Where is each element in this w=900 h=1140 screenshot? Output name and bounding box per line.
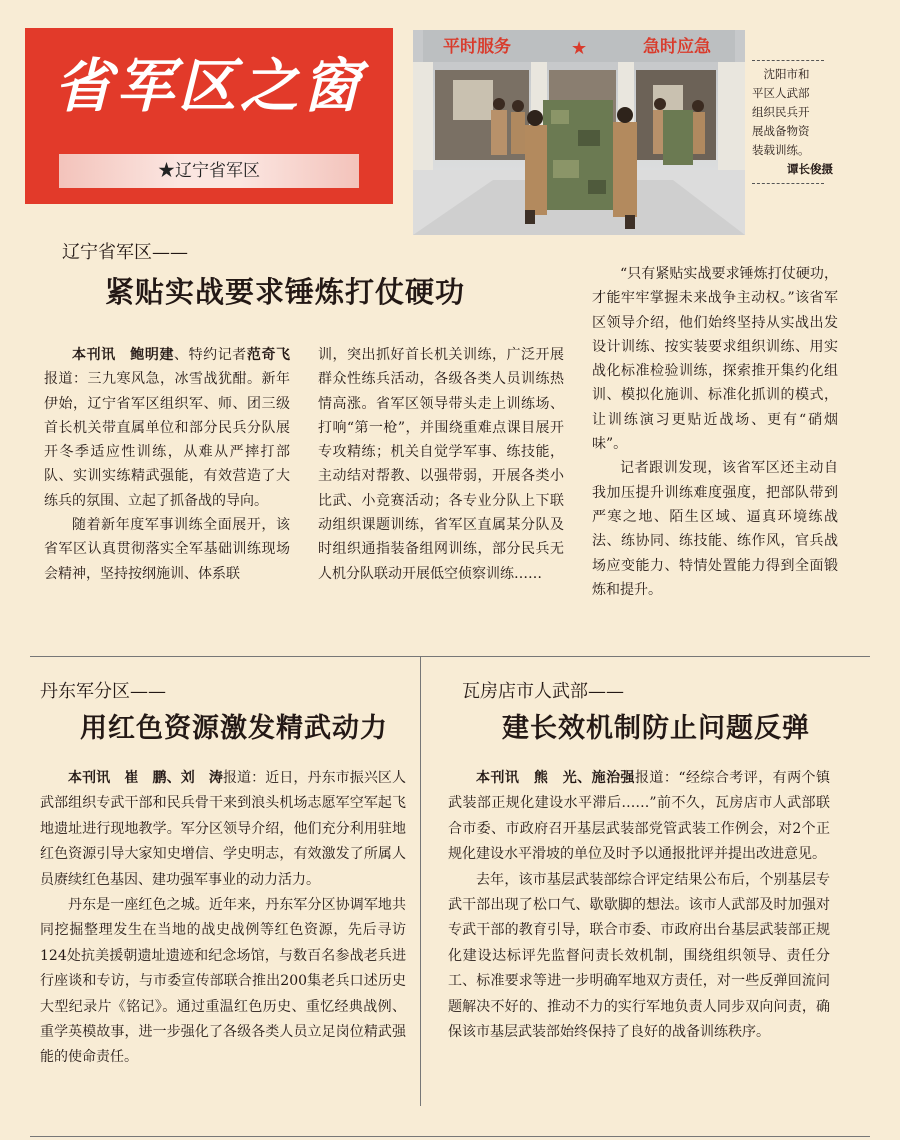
article2-kicker: 丹东军分区——: [40, 681, 166, 702]
caption-line: 装载训练。: [752, 143, 810, 157]
paragraph-text: 报道：三九寒风急，冰雪战犹酣。新年伊始，辽宁省军区组织军、师、团三级首长机关带直属单位和部分民兵分队展开冬季适应性训练，从难从严摔打部队、实训实练精武强能，有效营造了大练兵的氛围、立起了抓备战的导向。: [44, 371, 290, 509]
article3-kicker: 瓦房店市人武部——: [462, 681, 624, 702]
photo-illustration: [413, 30, 745, 235]
byline-mid: 、特约记者: [174, 347, 247, 363]
article1-column-3: [592, 262, 838, 602]
section-divider: [30, 656, 870, 657]
article2-paragraph: 丹东是一座红色之城。近年来，丹东军分区协调军地共同挖掘整理发生在当地的战史战例等红色资源，先后寻访124处抗美援朝遗址遗迹和纪念场馆，与数百名参战老兵进行座谈和专访，与市委宣传部联合推出200集老兵口述历史大型纪录片《铭记》。通过重温红色历史、重忆经典战例、重学英模故事，进一步强化了各级各类人员立足岗位精武强能的使命责任。: [40, 897, 406, 1066]
article1-paragraph: 训，突出抓好首长机关训练，广泛开展群众性练兵活动，各级各类人员训练热情高涨。省军区领导带头走上训练场、打响“第一枪”，并围绕重难点课目展开专攻精练；机关自觉学军事、练技能，主动结对帮教、以强带弱，开展各类小比武、小竞赛活动；各专业分队上下联动组织课题训练，省军区直属某分队及时组织通指装备组网训练，部分民兵无人机分队联动开展低空侦察训练……: [318, 347, 564, 582]
article3-headline: 建长效机制防止问题反弹: [502, 713, 810, 744]
banner-title: 省军区之窗: [53, 52, 364, 120]
paragraph-text: 报道：近日，丹东市振兴区人武部组织专武干部和民兵骨干来到浪头机场志愿军空军起飞地遗址进行现地教学。军分区领导介绍，他们充分利用驻地红色资源引导大家知史增信、学史明志，有效激发了所属人员赓续红色基因、建功强军事业的动力活力。: [40, 770, 407, 888]
news-photo: [413, 30, 745, 235]
article2-headline: 用红色资源激发精武动力: [80, 713, 388, 744]
sign-right: 急时应急: [643, 37, 711, 57]
article3-paragraph: 去年，该市基层武装部综合评定结果公布后，个别基层专武干部出现了松口气、歇歇脚的想法。该市人武部及时加强对专武干部的教育引导，联合市委、市政府出台基层武装部正规化建设达标评先监督问责长效机制，围绕组织领导、责任分工、标准要求等进一步明确军地双方责任，对一些反弹回流问题解决不好的、推动不力的实行军地负责人同步双向问责，确保该市基层武装部始终保持了良好的战备训练秩序。: [448, 871, 830, 1041]
byline-author: 范奇飞: [246, 347, 291, 363]
bottom-rule: [30, 1136, 870, 1137]
byline-author: 崔 鹏、刘 涛: [124, 770, 223, 786]
paragraph-text: 报道：“经综合考评，有两个镇武装部正规化建设水平滞后……”前不久，瓦房店市人武部联合市委、市政府召开基层武装部党管武装工作例会，对2个正规化建设水平滑坡的单位及时予以通报批评并提出改进意见。: [448, 770, 831, 863]
caption-rule-bottom: [752, 183, 824, 184]
article1-paragraph: 记者跟训发现，该省军区还主动自我加压提升训练难度强度，把部队带到严寒之地、陌生区域、逼真环境练战法、练协同、练技能、练作风，官兵战场应变能力、特情处置能力得到全面锻炼和提升。: [592, 460, 838, 598]
article3-paragraph: [448, 766, 830, 868]
caption-line: 平区人武部: [752, 86, 810, 100]
sign-star: ★: [571, 38, 588, 59]
byline-label: 本刊讯: [72, 347, 131, 363]
banner-subtitle: ★辽宁省军区: [59, 154, 359, 188]
caption-line: 组织民兵开: [752, 105, 810, 119]
article1-paragraph: “只有紧贴实战要求锤炼打仗硬功，才能牢牢掌握未来战争主动权。”该省军区领导介绍，他们始终坚持从实战出发设计训练、按实装要求组织训练、用实战化标准检验训练，探索推开集约化组训、模拟化施训、标准化抓训的模式，让训练演习更贴近战场、更有“硝烟味”。: [592, 266, 838, 453]
section-banner: [25, 28, 393, 204]
article1-kicker: 辽宁省军区——: [62, 242, 188, 263]
article1-headline: 紧贴实战要求锤炼打仗硬功: [105, 275, 466, 309]
caption-line: 沈阳市和: [763, 67, 810, 81]
article1-paragraph: 随着新年度军事训练全面展开，该省军区认真贯彻落实全军基础训练现场会精神，坚持按纲施训、体系联: [44, 517, 290, 582]
byline-label: 本刊讯: [68, 770, 125, 786]
article2-paragraph: [40, 766, 406, 893]
photo-credit: 谭长俊摄: [787, 162, 833, 176]
article2-body: [40, 766, 406, 1071]
column-divider: [420, 656, 421, 1106]
photo-caption: [752, 60, 847, 184]
caption-line: 展战备物资: [752, 124, 810, 138]
byline-label: 本刊讯: [476, 770, 534, 786]
article3-body: [448, 766, 830, 1045]
byline-author: 鲍明建: [130, 347, 175, 363]
article1-column-2: [318, 343, 564, 586]
article1-paragraph: [44, 343, 290, 513]
article1-column-1: [44, 343, 290, 586]
byline-author: 熊 光、施治强: [533, 770, 635, 786]
sign-left: 平时服务: [443, 37, 511, 57]
